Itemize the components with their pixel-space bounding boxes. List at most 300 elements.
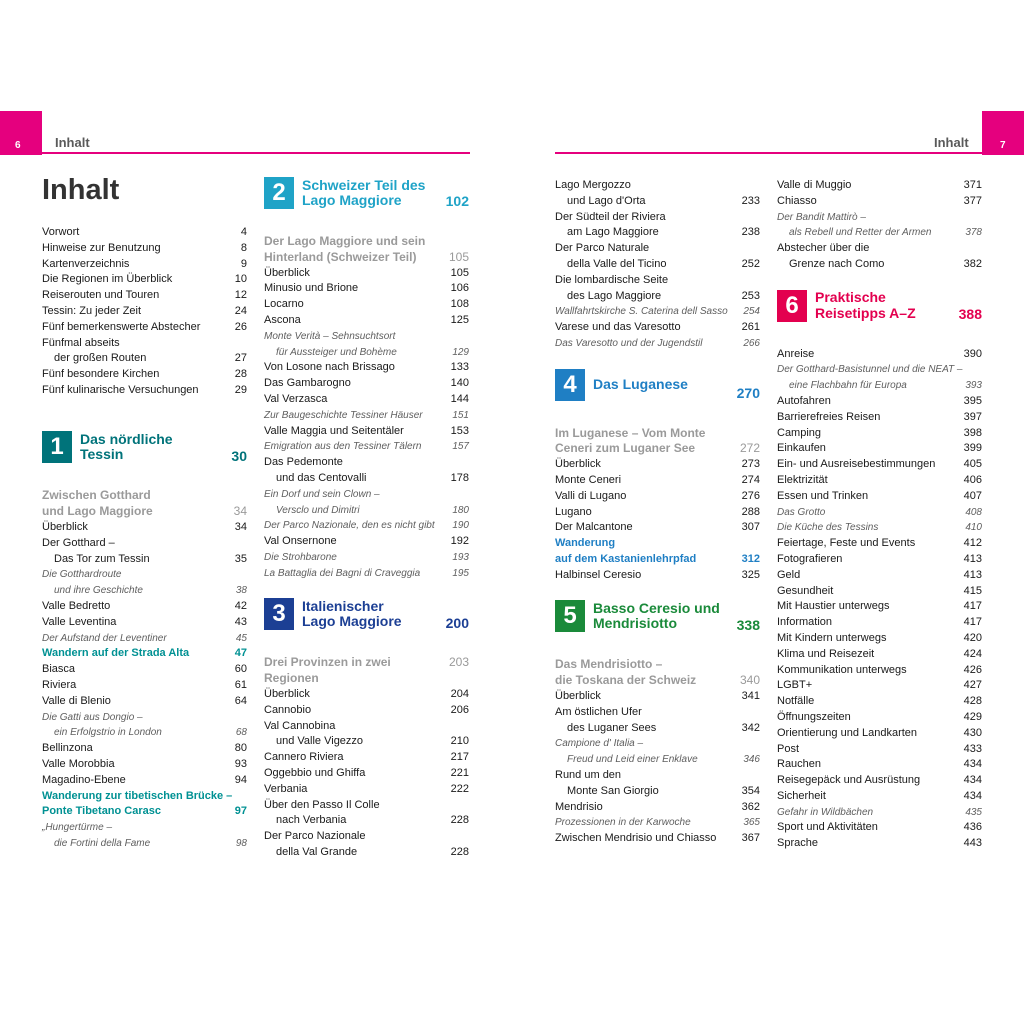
- toc-entry: [264, 813, 469, 829]
- toc-entry: [42, 241, 247, 257]
- toc-entry-title: Wallfahrtskirche S. Caterina dell Sasso: [555, 306, 728, 318]
- toc-entry-page: 341: [741, 689, 760, 702]
- toc-entry-title: Der Bandit Mattirò –: [777, 211, 866, 223]
- toc-entry-title: Überblick: [264, 266, 310, 279]
- toc-entry-page: 64: [234, 694, 247, 707]
- toc-entry-title: Die Strohbarone: [264, 551, 337, 563]
- toc-entry-page: 407: [963, 489, 982, 502]
- toc-entry-page: 417: [963, 616, 982, 629]
- toc-entry-page: 68: [235, 727, 247, 739]
- chapter-title: [815, 290, 959, 321]
- toc-entry-title: Vorwort: [42, 226, 80, 238]
- toc-entry-title: Gefahr in Wildbächen: [777, 806, 874, 818]
- toc-entry-title: Camping: [777, 426, 822, 439]
- toc-entry-title: Einkaufen: [777, 442, 826, 455]
- page-title: Inhalt: [42, 174, 120, 206]
- toc-entry: [264, 297, 469, 313]
- toc-entry-title: Mendrisio: [555, 800, 603, 813]
- toc-entry-page: 27: [234, 352, 247, 365]
- toc-entry-title: Riviera: [42, 678, 77, 691]
- chapter-5: [555, 599, 760, 847]
- toc-entry-page: 434: [963, 758, 982, 771]
- header-rule-right: [555, 152, 982, 154]
- chapter-title-line-1: Italienischer: [302, 597, 384, 614]
- toc-entry: [264, 487, 469, 503]
- chapter-heading: [555, 368, 760, 402]
- toc-entry-title: Halbinsel Ceresio: [555, 568, 642, 581]
- toc-entry-title: Überblick: [42, 520, 88, 533]
- toc-entry: [42, 536, 247, 552]
- toc-entry-title: Rauchen: [777, 758, 822, 771]
- chapter-title-line-1: Das nördliche: [80, 430, 173, 447]
- toc-entry-page: 408: [965, 506, 982, 518]
- page-number-right: 7: [1000, 140, 1006, 151]
- toc-entry-title: Hinweise zur Benutzung: [42, 241, 161, 254]
- toc-entry: [264, 703, 469, 719]
- toc-entry-page: 34: [233, 504, 247, 519]
- toc-entry-title: Valle Maggia und Seitentäler: [264, 424, 404, 437]
- toc-entry: [42, 257, 247, 273]
- toc-entry: [42, 552, 247, 568]
- toc-entry-title: Varese und das Varesotto: [555, 321, 681, 334]
- toc-entry: [264, 655, 469, 687]
- toc-entry: [555, 304, 760, 320]
- toc-entry-page: 105: [448, 249, 469, 264]
- toc-entry-page: 94: [234, 773, 247, 786]
- toc-entry-title: und Lago d'Orta: [567, 194, 646, 207]
- chapter-page: 102: [445, 193, 469, 210]
- chapter-title: [593, 377, 737, 393]
- toc-entry-page: 430: [963, 726, 982, 739]
- toc-entry-page: 228: [450, 814, 469, 827]
- toc-entry-title: Versclo und Dimitri: [276, 504, 360, 516]
- toc-entry: [555, 178, 760, 194]
- toc-entry: [777, 568, 982, 584]
- toc-entry: [555, 552, 760, 568]
- toc-entry: [555, 320, 760, 336]
- toc-entry-page: 133: [450, 361, 469, 374]
- toc-entry-page: 266: [743, 337, 760, 349]
- toc-entry-title: Sprache: [777, 837, 818, 850]
- toc-entry-title: Abstecher über die: [777, 242, 870, 255]
- toc-entry-page: 435: [965, 806, 982, 818]
- toc-entry-page: 273: [741, 458, 760, 471]
- toc-entry-page: 406: [963, 473, 982, 486]
- toc-entry: [555, 225, 760, 241]
- toc-entry-page: 93: [234, 757, 247, 770]
- toc-entry: [555, 784, 760, 800]
- toc-entry: [555, 241, 760, 257]
- toc-entry-page: 80: [234, 742, 247, 755]
- toc-entry-title: des Lago Maggiore: [567, 289, 662, 302]
- toc-entry-page: 8: [240, 241, 247, 254]
- chapter-title-line-2: Mendrisiotto: [593, 615, 677, 632]
- toc-entry: [555, 194, 760, 210]
- toc-entry: [777, 584, 982, 600]
- toc-entry-title: Magadino-Ebene: [42, 773, 126, 786]
- toc-entry-title: Im Luganese – Vom Monte: [555, 425, 706, 440]
- toc-entry: [42, 599, 247, 615]
- toc-entry: [777, 210, 982, 226]
- toc-entry: [264, 345, 469, 361]
- chapter-heading: [777, 289, 982, 323]
- chapter-page: 270: [736, 384, 760, 401]
- toc-entry-page: 43: [234, 615, 247, 628]
- toc-entry: [264, 424, 469, 440]
- chapter-heading: [264, 176, 469, 210]
- toc-entry: [264, 455, 469, 471]
- toc-entry: [42, 662, 247, 678]
- toc-entry-page: 288: [741, 505, 760, 518]
- toc-entry-title: Ceneri zum Luganer See: [555, 441, 696, 456]
- toc-entry-title: als Rebell und Retter der Armen: [789, 227, 932, 239]
- chapter-heading: [555, 599, 760, 633]
- toc-entry-title: Der Aufstand der Leventiner: [42, 632, 167, 644]
- toc-entry-page: 61: [234, 678, 247, 691]
- toc-entry-title: Das Pedemonte: [264, 456, 343, 469]
- toc-entry: [42, 646, 247, 662]
- toc-entry-page: 233: [741, 194, 760, 207]
- toc-entry-page: 395: [963, 394, 982, 407]
- chapter-heading: [264, 597, 469, 631]
- toc-entry: [264, 250, 469, 266]
- toc-entry: [264, 503, 469, 519]
- chapter-page: 388: [958, 305, 982, 322]
- toc-entry-title: Überblick: [264, 687, 310, 700]
- chapter-number-badge: 1: [42, 431, 72, 463]
- toc-entry-title: ein Erfolgstrio in London: [54, 727, 162, 739]
- toc-entry-title: Geld: [777, 568, 801, 581]
- toc-entry: [42, 757, 247, 773]
- toc-entry-page: 105: [450, 266, 469, 279]
- chapter-number-badge: 5: [555, 600, 585, 632]
- toc-entry-page: 340: [739, 673, 760, 688]
- toc-entry-title: und ihre Geschichte: [54, 585, 143, 597]
- toc-entry-title: Die Gotthardroute: [42, 569, 122, 581]
- chapter-number-badge: 4: [555, 369, 585, 401]
- toc-entry-title: Wanderung zur tibetischen Brücke –: [42, 789, 233, 802]
- toc-entry: [777, 536, 982, 552]
- toc-list-continued: [777, 178, 982, 273]
- toc-entry-title: Lugano: [555, 505, 592, 518]
- toc-entry-title: Oggebbio und Ghiffa: [264, 766, 366, 779]
- toc-column-2: [264, 176, 469, 861]
- toc-entry: [42, 504, 247, 520]
- toc-entry-page: 346: [743, 754, 760, 766]
- chapter-1: [42, 430, 247, 851]
- toc-entry-title: Chiasso: [777, 194, 817, 207]
- toc-entry-page: 434: [963, 774, 982, 787]
- toc-entry: [42, 773, 247, 789]
- toc-entry-page: 272: [739, 441, 760, 456]
- toc-entry: [42, 225, 247, 241]
- chapter-title-line-1: Basso Ceresio und: [593, 599, 720, 616]
- toc-entry: [42, 631, 247, 647]
- toc-entry-title: Information: [777, 616, 833, 629]
- toc-entry-page: 261: [741, 321, 760, 334]
- toc-entry: [264, 392, 469, 408]
- toc-entry-title: Fünf kulinarische Versuchungen: [42, 383, 199, 396]
- toc-entry: [555, 752, 760, 768]
- toc-entry: [264, 766, 469, 782]
- toc-entry-page: 26: [234, 320, 247, 333]
- toc-entry: [264, 376, 469, 392]
- toc-entry-page: 217: [450, 751, 469, 764]
- toc-entry: [42, 789, 247, 805]
- toc-entry-title: Der Parco Nazionale: [264, 830, 366, 843]
- toc-entry-title: Das Varesotto und der Jugendstil: [555, 337, 703, 349]
- toc-entry: [555, 520, 760, 536]
- toc-entry-title: Ein Dorf und sein Clown –: [264, 488, 380, 500]
- toc-entry: [555, 705, 760, 721]
- toc-entry-title: Val Onsernone: [264, 535, 337, 548]
- toc-entry-title: Freud und Leid einer Enklave: [567, 754, 698, 766]
- toc-entry-title: Bellinzona: [42, 742, 93, 755]
- toc-entry: [777, 457, 982, 473]
- toc-entry: [777, 225, 982, 241]
- toc-entry-title: Autofahren: [777, 394, 831, 407]
- toc-entry-page: 238: [741, 226, 760, 239]
- toc-entry-title: Ponte Tibetano Carasc: [42, 805, 161, 818]
- toc-entry: [264, 329, 469, 345]
- toc-entry: [42, 272, 247, 288]
- toc-entry-page: 413: [963, 568, 982, 581]
- toc-entry-page: 252: [741, 257, 760, 270]
- toc-entry-title: Cannero Riviera: [264, 751, 344, 764]
- toc-entry-title: Fotografieren: [777, 552, 843, 565]
- toc-entry: [555, 457, 760, 473]
- toc-entry: [42, 367, 247, 383]
- toc-entry: [42, 351, 247, 367]
- toc-entry: [777, 257, 982, 273]
- toc-entry-title: Überblick: [555, 689, 601, 702]
- toc-entry-page: 192: [450, 535, 469, 548]
- toc-entry: [42, 836, 247, 852]
- toc-entry: [555, 800, 760, 816]
- toc-entry-page: 434: [963, 789, 982, 802]
- toc-entry-page: 157: [452, 441, 469, 453]
- toc-entry-page: 417: [963, 600, 982, 613]
- toc-entry-title: Prozessionen in der Karwoche: [555, 817, 691, 829]
- toc-entry-title: Grenze nach Como: [789, 257, 885, 270]
- toc-entry-title: Reiserouten und Touren: [42, 289, 160, 302]
- running-header-left: Inhalt: [55, 135, 90, 150]
- toc-entry-title: Sport und Aktivitäten: [777, 821, 878, 834]
- toc-entry: [777, 773, 982, 789]
- toc-entry-title: Klima und Reisezeit: [777, 647, 875, 660]
- toc-entry-title: Fünfmal abseits: [42, 336, 120, 349]
- toc-entry-page: 98: [235, 837, 247, 849]
- toc-entry-title: Das Grotto: [777, 506, 826, 518]
- toc-entry-title: Anreise: [777, 347, 815, 360]
- chapter-heading: [42, 430, 247, 464]
- toc-entry-page: 221: [450, 766, 469, 779]
- toc-entry-title: Rund um den: [555, 768, 622, 781]
- toc-entry: [264, 550, 469, 566]
- chapter-page: 200: [445, 614, 469, 631]
- toc-entry-title: Tessin: Zu jeder Zeit: [42, 304, 142, 317]
- toc-entry-title: Cannobio: [264, 703, 312, 716]
- toc-entry: [777, 757, 982, 773]
- toc-entry: [264, 845, 469, 861]
- toc-entry: [264, 719, 469, 735]
- toc-entry-title: Verbania: [264, 782, 308, 795]
- toc-entry-title: Der Malcantone: [555, 521, 633, 534]
- toc-entry: [555, 831, 760, 847]
- toc-entry-title: Ein- und Ausreisebestimmungen: [777, 458, 936, 471]
- toc-entry-page: 367: [741, 832, 760, 845]
- toc-entry-title: Sicherheit: [777, 789, 826, 802]
- toc-entry-page: 97: [234, 805, 247, 818]
- toc-entry: [264, 798, 469, 814]
- toc-entry: [777, 441, 982, 457]
- toc-entry: [777, 410, 982, 426]
- toc-entry: [555, 426, 760, 442]
- toc-entry: [777, 710, 982, 726]
- toc-entry: [777, 505, 982, 521]
- toc-entry: [555, 505, 760, 521]
- toc-entry-title: Über den Passo Il Colle: [264, 798, 380, 811]
- toc-entry-title: Zur Baugeschichte Tessiner Häuser: [264, 409, 423, 421]
- toc-entry: [555, 721, 760, 737]
- toc-entry-page: 420: [963, 631, 982, 644]
- chapter-title: [80, 432, 231, 463]
- toc-entry-page: 253: [741, 289, 760, 302]
- chapter-3: [264, 597, 469, 860]
- toc-entry-title: Valle di Blenio: [42, 694, 111, 707]
- toc-entry-page: 4: [240, 226, 247, 238]
- toc-entry: [555, 210, 760, 226]
- toc-entry: [555, 536, 760, 552]
- running-header-right: Inhalt: [934, 135, 969, 150]
- toc-entry-title: am Lago Maggiore: [567, 226, 659, 239]
- toc-entry: [777, 426, 982, 442]
- toc-entry-page: 204: [450, 687, 469, 700]
- toc-entry-title: Kommunikation unterwegs: [777, 663, 907, 676]
- toc-entry-page: 412: [963, 537, 982, 550]
- chapter-2: [264, 176, 469, 582]
- toc-column-1: [42, 175, 247, 852]
- toc-entry: [264, 313, 469, 329]
- toc-entry: [777, 805, 982, 821]
- toc-entry: [777, 362, 982, 378]
- toc-entry: [777, 836, 982, 852]
- page-number-tab-left: [0, 111, 42, 155]
- toc-entry: [777, 726, 982, 742]
- toc-entry: [42, 488, 247, 504]
- toc-entry-page: 125: [450, 313, 469, 326]
- toc-intro-list: [42, 225, 247, 399]
- toc-entry-page: 206: [450, 703, 469, 716]
- toc-entry: [264, 518, 469, 534]
- toc-entry-title: Die Küche des Tessins: [777, 522, 879, 534]
- toc-entry-title: Das Gambarogno: [264, 377, 351, 390]
- toc-entry-title: Locarno: [264, 298, 304, 311]
- toc-entry: [555, 689, 760, 705]
- toc-entry-page: 276: [741, 489, 760, 502]
- toc-entry-title: Orientierung und Landkarten: [777, 726, 918, 739]
- toc-entry-page: 362: [741, 800, 760, 813]
- toc-entry-title: Die Regionen im Überblick: [42, 273, 173, 286]
- toc-entry-page: 12: [234, 289, 247, 302]
- toc-entry: [264, 829, 469, 845]
- toc-entry-title: Valli di Lugano: [555, 489, 627, 502]
- header-rule-left: [42, 152, 470, 154]
- toc-entry-page: 428: [963, 695, 982, 708]
- toc-entry: [555, 489, 760, 505]
- toc-entry-page: 365: [743, 817, 760, 829]
- toc-entry-title: Der Gotthard-Basistunnel und die NEAT –: [777, 364, 963, 376]
- chapter-title-line-1: Praktische: [815, 289, 886, 306]
- toc-entry-page: 29: [234, 383, 247, 396]
- toc-entry: [42, 583, 247, 599]
- toc-entry: [264, 408, 469, 424]
- toc-entry: [555, 473, 760, 489]
- toc-entry-page: 325: [741, 568, 760, 581]
- toc-entry: [264, 534, 469, 550]
- toc-entry-title: La Battaglia dei Bagni di Craveggia: [264, 567, 421, 579]
- chapter-title: [302, 599, 446, 630]
- toc-entry-title: Wandern auf der Strada Alta: [42, 647, 190, 660]
- toc-entry-title: Hinterland (Schweizer Teil): [264, 249, 417, 264]
- toc-entry-title: Post: [777, 742, 800, 755]
- toc-entry-title: Der Gotthard –: [42, 536, 115, 549]
- toc-entry-page: 377: [963, 194, 982, 207]
- toc-entry: [264, 471, 469, 487]
- toc-entry-title: Fünf besondere Kirchen: [42, 368, 160, 381]
- toc-entry-title: Drei Provinzen in zwei Regionen: [264, 655, 391, 686]
- toc-entry-page: 378: [965, 227, 982, 239]
- toc-entry-title: Feiertage, Feste und Events: [777, 537, 916, 550]
- toc-entry-page: 10: [234, 273, 247, 286]
- chapter-title-line-2: Lago Maggiore: [302, 192, 402, 208]
- toc-entry-page: 178: [450, 471, 469, 484]
- toc-entry: [264, 266, 469, 282]
- toc-entry: [777, 394, 982, 410]
- toc-entry-title: Der Parco Nazionale, den es nicht gibt: [264, 520, 435, 532]
- chapter-title-line-2: Reisetipps A–Z: [815, 304, 916, 321]
- toc-entry-title: Val Verzasca: [264, 392, 328, 405]
- toc-entry-page: 274: [741, 473, 760, 486]
- toc-entry-title: der großen Routen: [54, 352, 147, 365]
- toc-entry-page: 106: [450, 282, 469, 295]
- toc-entry: [42, 804, 247, 820]
- toc-entry-page: 413: [963, 552, 982, 565]
- toc-entry: [555, 568, 760, 584]
- chapter-title-line-1: Schweizer Teil des: [302, 176, 426, 193]
- chapter-number-badge: 2: [264, 177, 294, 209]
- toc-entry: [777, 378, 982, 394]
- toc-entry-title: LGBT+: [777, 679, 813, 692]
- toc-entry-title: Mit Haustier unterwegs: [777, 600, 890, 613]
- toc-entry-page: 151: [452, 409, 469, 421]
- toc-column-3: [555, 178, 760, 847]
- toc-entry: [777, 194, 982, 210]
- toc-entry: [264, 360, 469, 376]
- toc-entry: [42, 725, 247, 741]
- toc-entry: [555, 657, 760, 673]
- toc-entry-page: 47: [234, 647, 247, 660]
- toc-entry: [264, 281, 469, 297]
- toc-entry: [42, 567, 247, 583]
- toc-entry-title: Zwischen Gotthard: [42, 488, 151, 503]
- toc-entry-page: 354: [741, 784, 760, 797]
- toc-entry: [777, 820, 982, 836]
- toc-entry: [42, 383, 247, 399]
- toc-entry-title: Monte Ceneri: [555, 473, 622, 486]
- toc-entry: [555, 441, 760, 457]
- toc-entry-title: Barrierefreies Reisen: [777, 410, 881, 423]
